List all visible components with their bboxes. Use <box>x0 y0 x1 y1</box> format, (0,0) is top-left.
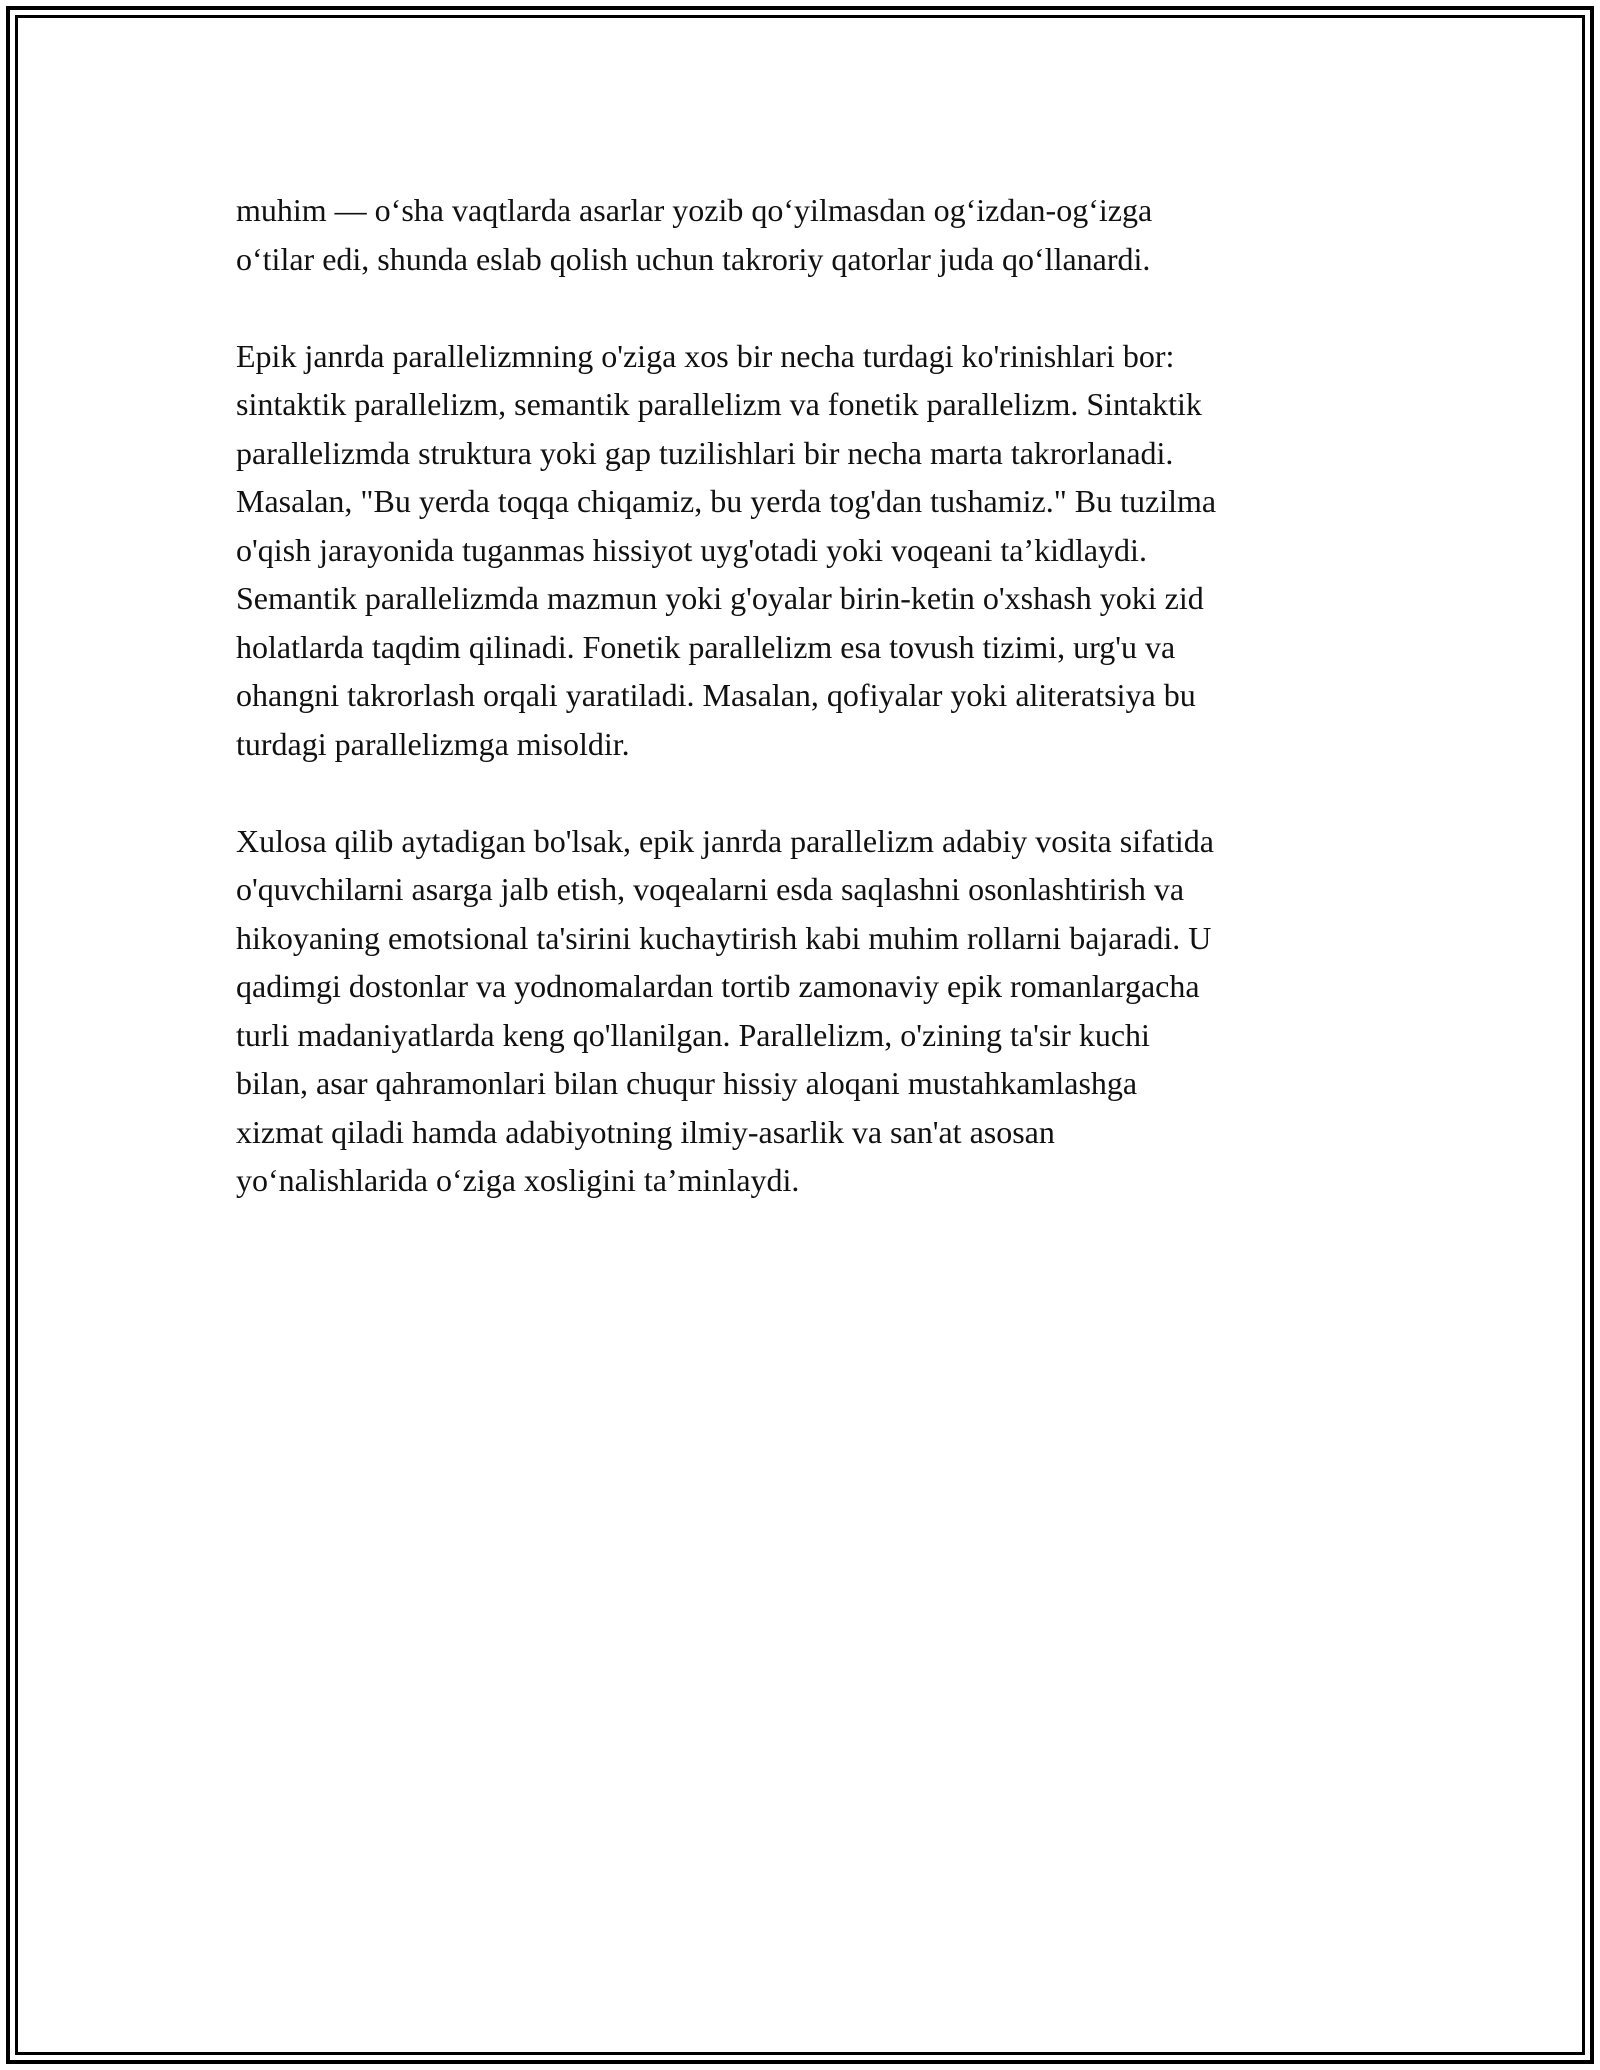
text-line: parallelizmda struktura yoki gap tuzilishlari bir necha marta takrorlanadi. <box>236 434 1174 471</box>
text-line: yo‘nalishlarida o‘ziga xosligini ta’minlaydi. <box>236 1162 800 1198</box>
paragraph-conclusion <box>236 817 1366 1205</box>
text-line: ohangni takrorlash orqali yaratiladi. Masalan, qofiyalar yoki aliteratsiya bu <box>236 677 1196 713</box>
text-line: o‘tilar edi, shunda eslab qolish uchun takroriy qatorlar juda qo‘llanardi. <box>236 240 1151 277</box>
text-line: Masalan, "Bu yerda toqqa chiqamiz, bu yerda tog'dan tushamiz." Bu tuzilma <box>236 483 1217 519</box>
text-line: turdagi parallelizmga misoldir. <box>236 725 630 762</box>
text-line: bilan, asar qahramonlari bilan chuqur hissiy aloqani mustahkamlashga <box>236 1065 1138 1101</box>
paragraph-parallelism-types <box>236 332 1366 769</box>
text-line: holatlarda taqdim qilinadi. Fonetik parallelizm esa tovush tizimi, urg'u va <box>236 628 1176 665</box>
text-line: o'qish jarayonida tuganmas hissiyot uyg'otadi yoki voqeani ta’kidlaydi. <box>236 531 1147 568</box>
text-line: Xulosa qilib aytadigan bo'lsak, epik janrda parallelizm adabiy vosita sifatida <box>236 822 1214 859</box>
text-line: o'quvchilarni asarga jalb etish, voqealarni esda saqlashni osonlashtirish va <box>236 871 1185 907</box>
text-line: sintaktik parallelizm, semantik parallelizm va fonetik parallelizm. Sintaktik <box>236 386 1202 422</box>
text-line: Epik janrda parallelizmning o'ziga xos bir necha turdagi ko'rinishlari bor: <box>236 337 1175 374</box>
document-body <box>236 186 1366 1253</box>
text-line: muhim — o‘sha vaqtlarda asarlar yozib qo‘yilmasdan og‘izdan-og‘izga <box>236 192 1153 228</box>
text-line: hikoyaning emotsional ta'sirini kuchaytirish kabi muhim rollarni bajaradi. U <box>236 919 1212 956</box>
text-line: turli madaniyatlarda keng qo'llanilgan. Parallelizm, o'zining ta'sir kuchi <box>236 1016 1150 1053</box>
text-line: Semantik parallelizmda mazmun yoki g'oyalar birin-ketin o'xshash yoki zid <box>236 580 1204 616</box>
paragraph-continuation <box>236 186 1366 283</box>
text-line: xizmat qiladi hamda adabiyotning ilmiy-asarlik va san'at asosan <box>236 1113 1055 1150</box>
text-line: qadimgi dostonlar va yodnomalardan tortib zamonaviy epik romanlargacha <box>236 968 1200 1004</box>
